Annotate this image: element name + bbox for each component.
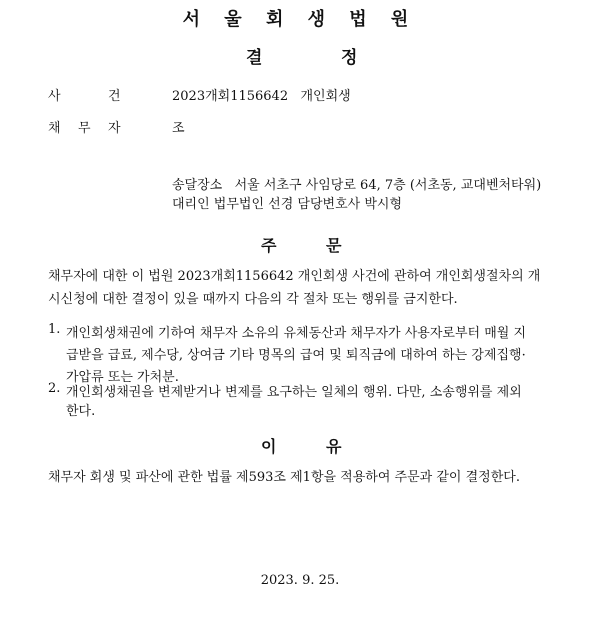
order-heading-char: 문 — [326, 236, 342, 255]
case-number: 2023개회1156642 개인회생 — [172, 89, 351, 104]
order-intro-line: 시신청에 대한 결정이 있을 때까지 다음의 각 절차 또는 행위를 금지한다. — [48, 292, 458, 307]
order-heading-char: 주 — [261, 236, 277, 255]
reason-heading-char: 이 — [261, 437, 277, 456]
service-address: 송달장소 서울 서초구 사임당로 64, 7층 (서초동, 교대벤처타워) — [172, 178, 542, 193]
item-number: 2. — [48, 381, 61, 396]
case-label-char: 건 — [108, 89, 121, 104]
decision-date: 2023. 9. 25. — [260, 573, 340, 588]
debtor-name: 조 — [172, 121, 185, 136]
debtor-label-char: 채 — [48, 121, 61, 136]
item-line: 급받을 급료, 제수당, 상여금 기타 명목의 급여 및 퇴직금에 대하여 하는 강제집행· — [66, 348, 526, 363]
item-line: 개인회생채권을 변제받거나 변제를 요구하는 일체의 행위. 다만, 소송행위를 제외 — [66, 385, 522, 400]
debtor-label-char: 무 — [78, 121, 91, 136]
doc-type-char: 정 — [341, 48, 358, 68]
reason-heading-char: 유 — [326, 437, 342, 456]
item-line: 가압류 또는 가처분. — [66, 370, 179, 385]
item-line: 개인회생채권에 기하여 채무자 소유의 유체동산과 채무자가 사용자로부터 매월 지 — [66, 326, 527, 341]
case-label-char: 사 — [48, 89, 61, 104]
order-intro-line: 채무자에 대한 이 법원 2023개회1156642 개인회생 사건에 관하여 개인회생절차의 개 — [48, 269, 541, 284]
debtor-label-char: 자 — [108, 121, 121, 136]
doc-type-char: 결 — [246, 48, 263, 68]
court-name: 서 울 회 생 법 원 — [182, 9, 418, 30]
reason-text: 채무자 회생 및 파산에 관한 법률 제593조 제1항을 적용하여 주문과 같이 결정한다. — [48, 470, 520, 485]
item-line: 한다. — [66, 404, 96, 419]
legal-agent: 대리인 법무법인 선경 담당변호사 박시형 — [172, 197, 403, 212]
item-number: 1. — [48, 322, 61, 337]
